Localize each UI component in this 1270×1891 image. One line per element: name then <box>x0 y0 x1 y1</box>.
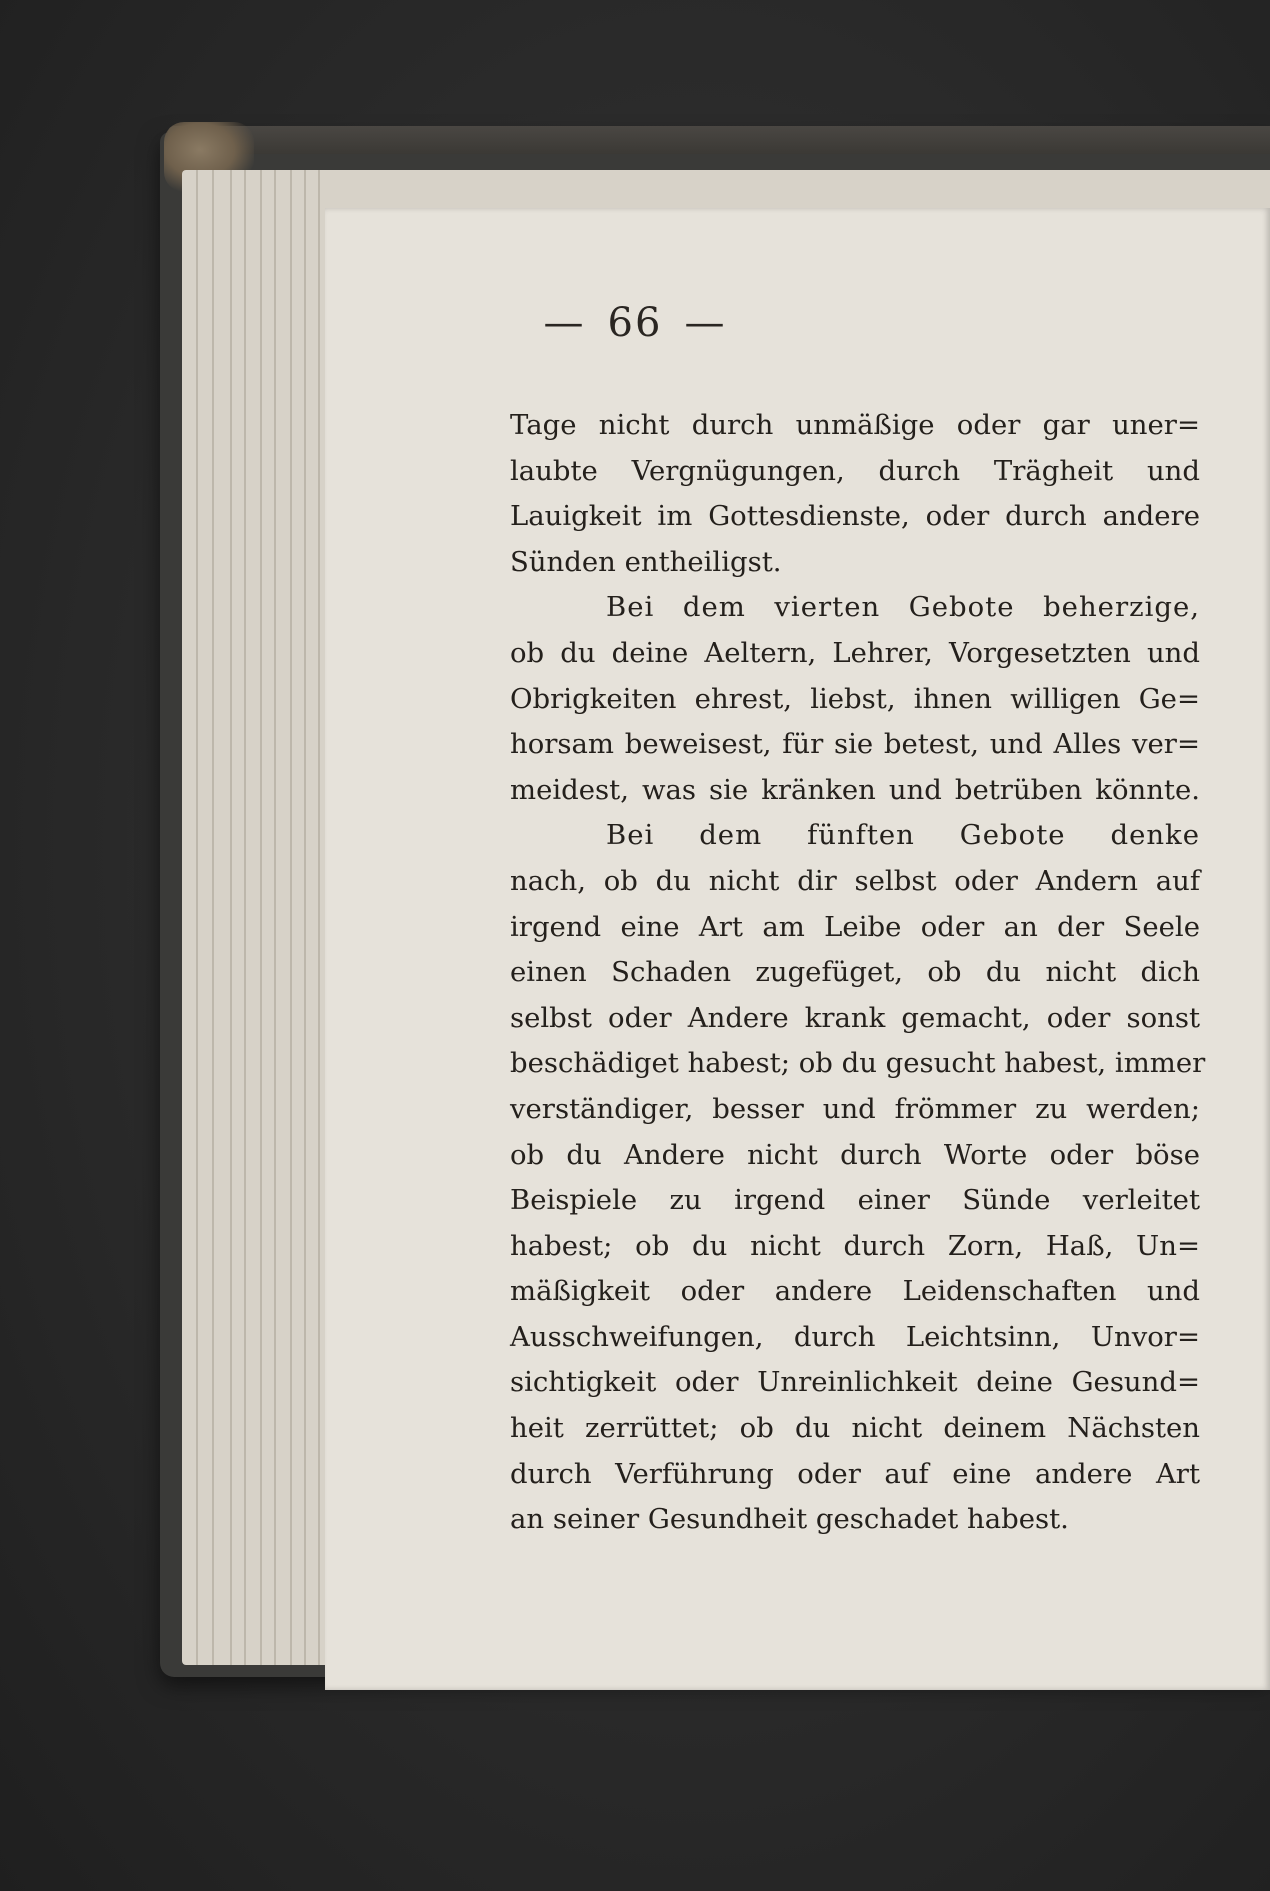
page-edge-line <box>290 170 292 1665</box>
page-number-header <box>0 300 1270 346</box>
text-line: Ausschweifungen, durch Leichtsinn, Unvor= <box>510 1320 1200 1353</box>
page-edge-line <box>304 170 306 1665</box>
text-line: habest; ob du nicht durch Zorn, Haß, Un= <box>510 1229 1200 1262</box>
page-edge-line <box>230 170 232 1665</box>
text-line: an seiner Gesundheit geschadet habest. <box>510 1503 1069 1536</box>
page-edge-line <box>274 170 276 1665</box>
text-line: meidest, was sie kränken und betrüben könnte. <box>510 773 1200 806</box>
text-line: einen Schaden zugefüget, ob du nicht dich <box>510 956 1200 989</box>
page-edge-line <box>196 170 198 1665</box>
text-line: Beispiele zu irgend einer Sünde verleitet <box>510 1184 1200 1217</box>
page-edge-line <box>318 170 320 1665</box>
text-line: horsam beweisest, für sie betest, und Alles ver= <box>510 728 1200 761</box>
text-line: Sünden entheiligst. <box>510 545 782 578</box>
text-line: Obrigkeiten ehrest, liebst, ihnen willigen Ge= <box>510 682 1200 715</box>
text-line: verständiger, besser und frömmer zu werden; <box>510 1092 1200 1125</box>
text-line: durch Verführung oder auf eine andere Art <box>510 1457 1200 1490</box>
text-line: ob du Andere nicht durch Worte oder böse <box>510 1138 1200 1171</box>
page-edge-line <box>244 170 246 1665</box>
text-line: laubte Vergnügungen, durch Trägheit und <box>510 454 1200 487</box>
header-dash-left: — <box>543 300 586 346</box>
text-line: Bei dem vierten Gebote beherzige, <box>606 591 1200 624</box>
text-line: Tage nicht durch unmäßige oder gar uner= <box>510 409 1200 441</box>
body-text <box>510 403 1206 1543</box>
text-line: ob du deine Aeltern, Lehrer, Vorgesetzten und <box>510 636 1200 669</box>
text-line: Lauigkeit im Gottesdienste, oder durch andere <box>510 500 1200 533</box>
text-line: nach, ob du nicht dir selbst oder Andern auf <box>510 864 1200 897</box>
page-edge-line <box>260 170 262 1665</box>
text-line: irgend eine Art am Leibe oder an der Seele <box>510 910 1200 943</box>
text-line: sichtigkeit oder Unreinlichkeit deine Gesund= <box>510 1366 1200 1399</box>
text-line: heit zerrüttet; ob du nicht deinem Nächsten <box>510 1412 1200 1445</box>
page-number: 66 <box>607 300 663 346</box>
text-line: beschädiget habest; ob du gesucht habest, immer <box>510 1047 1206 1080</box>
cover-top-edge <box>168 126 1270 154</box>
page-edge-line <box>212 170 214 1665</box>
text-line: selbst oder Andere krank gemacht, oder sonst <box>510 1001 1200 1034</box>
text-line: Bei dem fünften Gebote denke <box>606 819 1200 852</box>
header-dash-right: — <box>684 300 727 346</box>
text-line: mäßigkeit oder andere Leidenschaften und <box>510 1275 1200 1308</box>
